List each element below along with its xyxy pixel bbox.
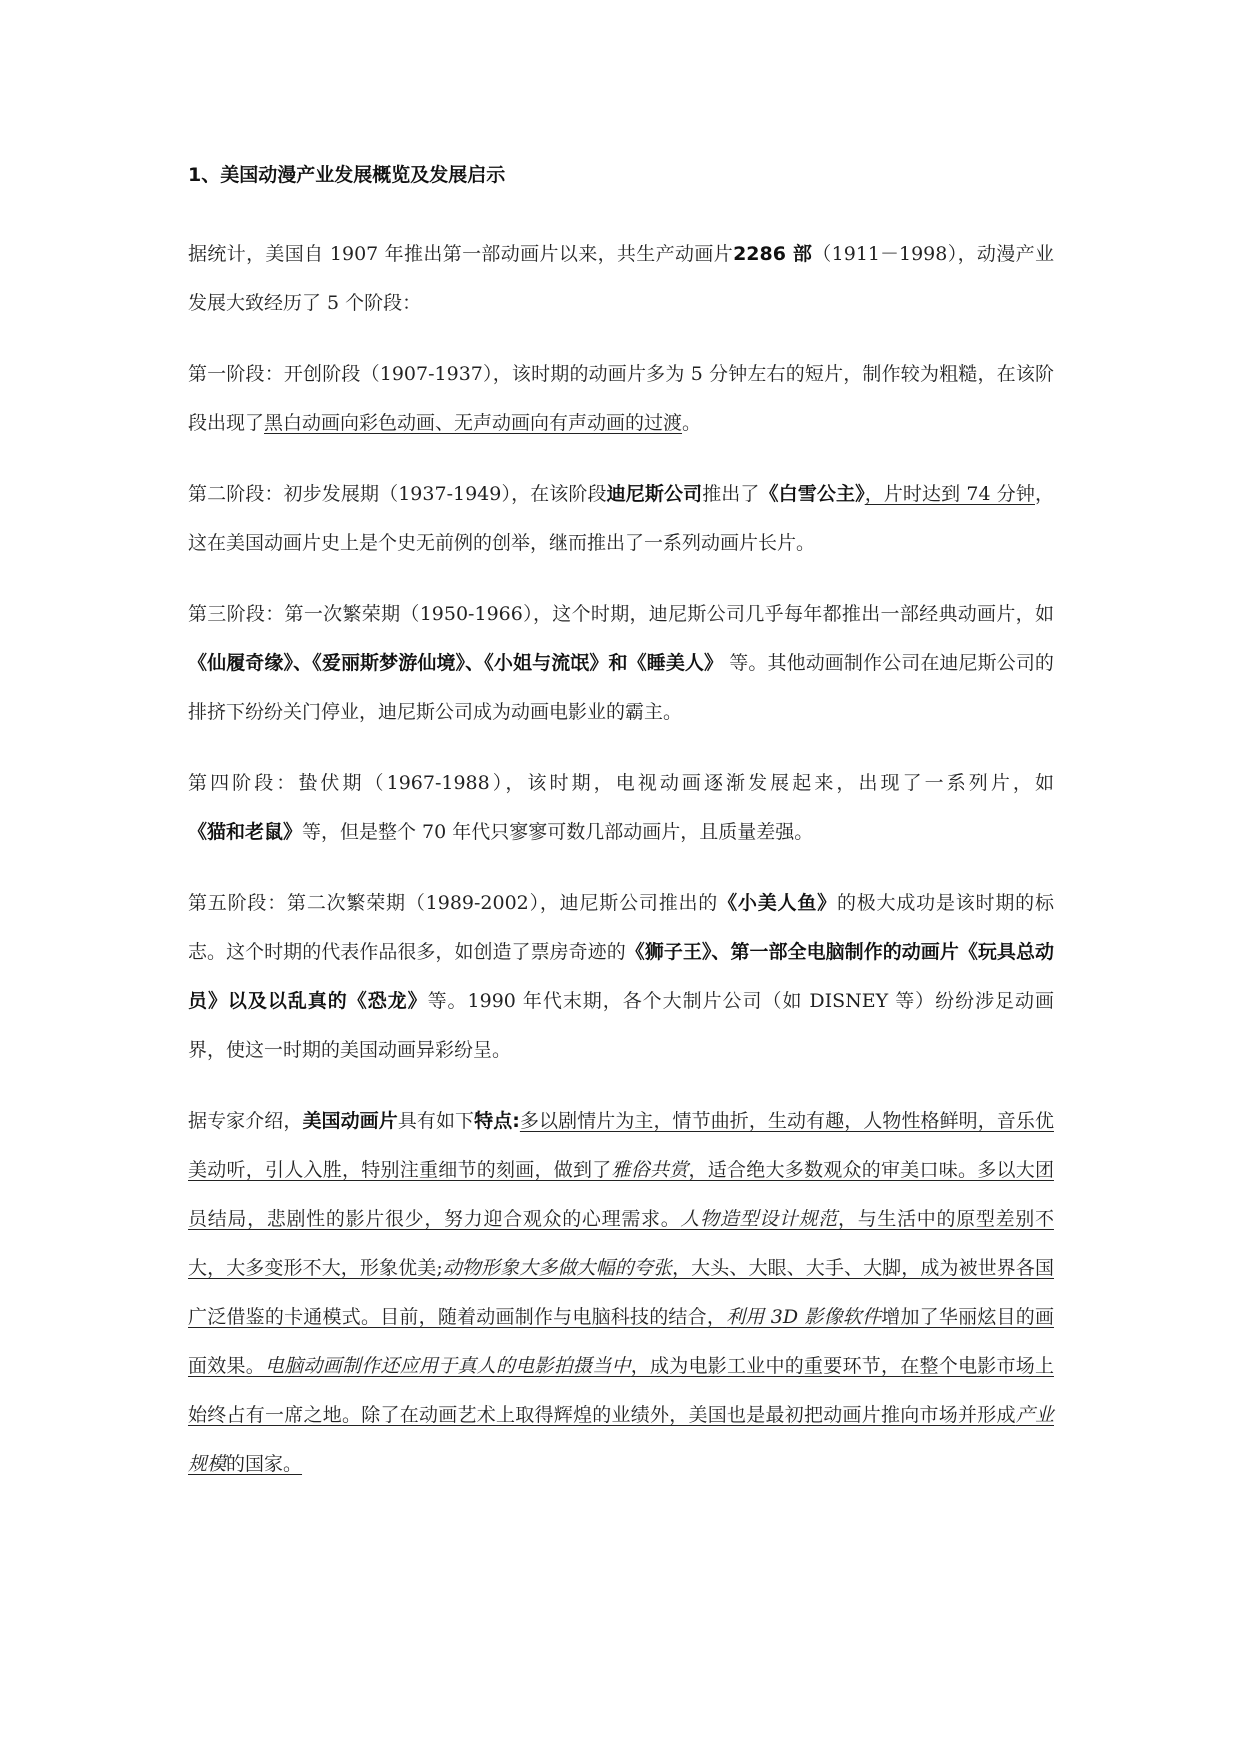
stage4-text: 第四阶段：蛰伏期（1967-1988），该时期，电视动画逐渐发展起来，出现了一系列片，如 xyxy=(188,772,1054,794)
features-colon: : xyxy=(512,1110,520,1132)
features-italic-1: 雅俗共赏 xyxy=(611,1159,689,1181)
stage2-text-2: 推出了 xyxy=(702,483,760,505)
features-subject: 美国动画片 xyxy=(302,1110,398,1132)
stage3-text-end: 等。其他动画制作公司在迪尼斯公司的排挤下纷纷关门停业，迪尼斯公司成为动画电影业的霸主。 xyxy=(188,652,1054,723)
stage5-text-2: 的极大成功是该时期的标志。这个时期的代表作品很多，如创造了票房奇迹的 xyxy=(188,892,1054,963)
intro-text: 据统计，美国自 1907 年推出第一部动画片以来，共生产动画片 xyxy=(188,243,734,265)
features-underlined-block xyxy=(188,1110,1054,1475)
stage3-film-3: 《小姐与流氓》 xyxy=(484,652,609,674)
stage4-text-end: 等，但是整个 70 年代只寥寥可数几部动画片，且质量差强。 xyxy=(302,821,814,843)
stage4-film: 《猫和老鼠》 xyxy=(188,821,303,843)
stage2-text: 第二阶段：初步发展期（1937-1949），在该阶段 xyxy=(188,483,607,505)
stage4-paragraph xyxy=(188,759,1054,857)
stage2-text-end: ，这在美国动画片史上是个史无前例的创举，继而推出了一系列动画片长片。 xyxy=(188,483,1054,554)
features-text-end: 的国家。 xyxy=(226,1453,303,1475)
stage3-text: 第三阶段：第一次繁荣期（1950-1966），这个时期，迪尼斯公司几乎每年都推出一部经典动画片，如 xyxy=(188,603,1054,625)
features-italic-3: 动物形象大多做大幅的夸张 xyxy=(442,1257,673,1279)
features-keyword: 特点 xyxy=(474,1110,513,1132)
stage1-underlined: 黑白动画向彩色动画、无声动画向有声动画的过渡 xyxy=(264,412,683,434)
stage2-film: 《白雪公主》 xyxy=(759,483,865,505)
features-text-4: ，适合绝大多数观众的审美口味。多以大团员结局，悲剧性的影片很少，努力迎合观众的心理需求。 xyxy=(188,1159,1054,1230)
stage3-film-2: 《爱丽斯梦游仙境》 xyxy=(312,652,466,674)
features-text-1: 据专家介绍， xyxy=(188,1110,303,1132)
stage3-sep-2: 、 xyxy=(465,652,485,674)
stage5-film-1: 《小美人鱼》 xyxy=(718,892,837,914)
stage1-paragraph xyxy=(188,350,1054,448)
stage5-text-end: 等。1990 年代末期，各个大制片公司（如 DISNEY 等）纷纷涉足动画界，使这一时期的美国动画异彩纷呈。 xyxy=(188,990,1054,1061)
features-text-5: ，与生活中的原型差别不大，大多变形不大，形象优美; xyxy=(188,1208,1054,1279)
section-title: 1、美国动漫产业发展概览及发展启示 xyxy=(188,164,506,186)
intro-paragraph xyxy=(188,230,1054,328)
features-text-2: 具有如下 xyxy=(397,1110,475,1132)
stage1-text: 第一阶段：开创阶段（1907-1937），该时期的动画片多为 5 分钟左右的短片，制作较为粗糙，在该阶段出现了 xyxy=(188,363,1054,434)
stage3-sep-1: 、 xyxy=(293,652,313,674)
features-italic-6: 产业规模 xyxy=(188,1404,1054,1475)
features-text-3: 多以剧情片为主，情节曲折，生动有趣，人物性格鲜明，音乐优美动听，引人入胜，特别注重细节的刻画，做到了 xyxy=(188,1110,1054,1181)
features-text-8: ，成为电影工业中的重要环节，在整个电影市场上始终占有一席之地。除了在动画艺术上取得辉煌的业绩外，美国也是最初把动画片推向市场并形成 xyxy=(188,1355,1054,1426)
intro-count: 2286 部 xyxy=(733,243,813,265)
features-paragraph xyxy=(188,1097,1054,1489)
stage3-paragraph xyxy=(188,590,1054,737)
stage5-paragraph xyxy=(188,879,1054,1075)
stage2-paragraph xyxy=(188,470,1054,568)
features-italic-2: 人物造型设计规范 xyxy=(680,1208,838,1230)
stage3-film-1: 《仙履奇缘》 xyxy=(188,652,294,674)
document-content xyxy=(188,160,1054,1511)
stage2-underlined: ，片时达到 74 分钟 xyxy=(864,483,1035,505)
stage2-company: 迪尼斯公司 xyxy=(606,483,703,505)
stage3-film-4: 《睡美人》 xyxy=(627,652,724,674)
intro-text-end: （1911－1998），动漫产业发展大致经历了 5 个阶段： xyxy=(188,243,1055,314)
stage3-sep-3: 和 xyxy=(608,652,628,674)
features-italic-5: 电脑动画制作还应用于真人的电影拍摄当中 xyxy=(265,1355,631,1377)
stage1-text-end: 。 xyxy=(682,412,702,434)
stage5-films: 《狮子王》、第一部全电脑制作的动画片《玩具总动员》以及以乱真的《恐龙》 xyxy=(188,941,1054,1012)
features-italic-4: 利用 3D 影像软件 xyxy=(726,1306,882,1328)
features-text-6: ，大头、大眼、大手、大脚，成为被世界各国广泛借鉴的卡通模式。目前，随着动画制作与电脑科技的结合， xyxy=(188,1257,1054,1328)
features-text-7: 增加了华丽炫目的画面效果。 xyxy=(188,1306,1054,1377)
stage5-text: 第五阶段：第二次繁荣期（1989-2002），迪尼斯公司推出的 xyxy=(188,892,719,914)
